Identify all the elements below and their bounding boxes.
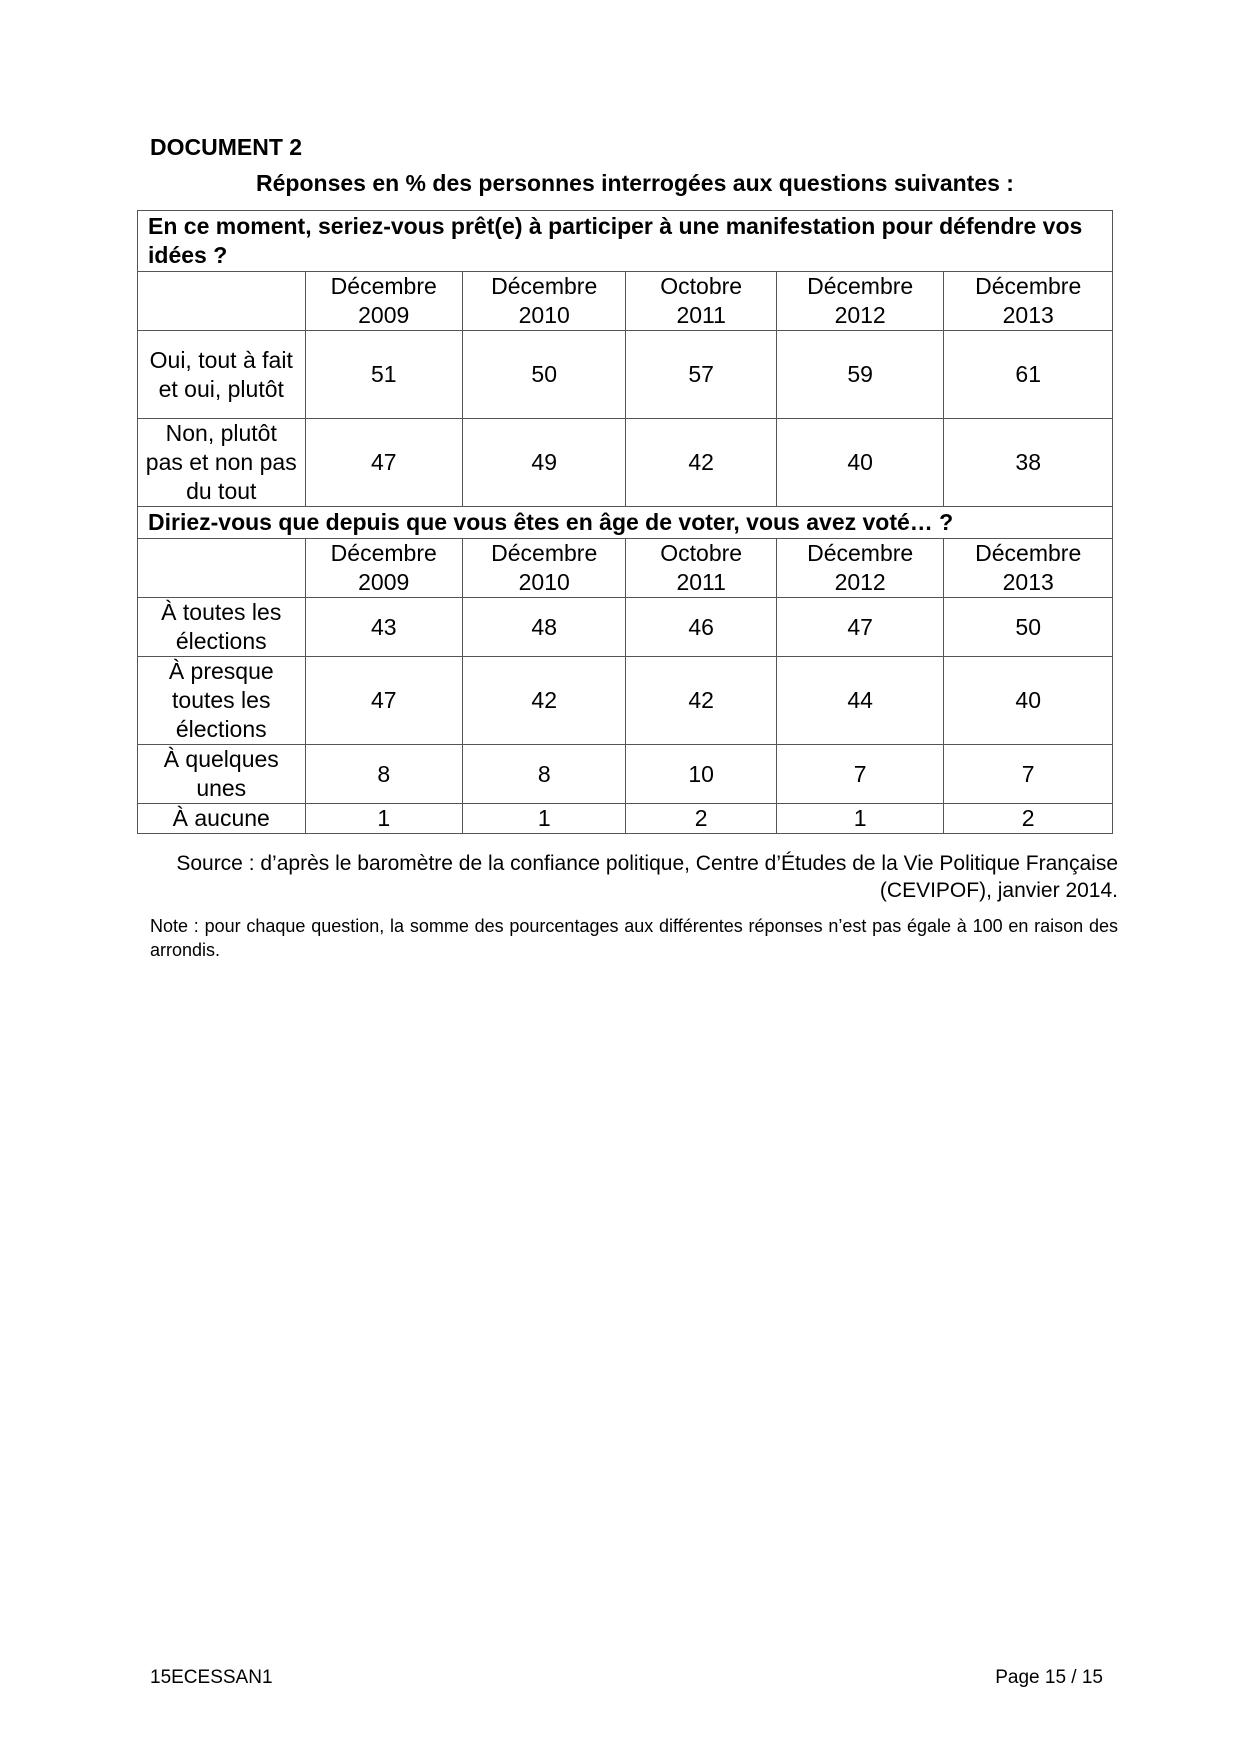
period-header <box>944 539 1113 598</box>
cell-value: 48 <box>462 598 625 657</box>
period-header <box>776 539 944 598</box>
table-row <box>138 419 1113 507</box>
cell-value: 57 <box>626 331 776 419</box>
cell-value: 10 <box>626 745 776 804</box>
period-header <box>944 272 1113 331</box>
period-header <box>462 539 625 598</box>
table-row <box>138 657 1113 745</box>
period-header <box>626 539 776 598</box>
table-row <box>138 331 1113 419</box>
source-citation: Source : d’après le baromètre de la confiance politique, Centre d’Études de la Vie Politique Française (CEVIPOF), janvier 2014. <box>176 852 1118 902</box>
cell-value: 50 <box>462 331 625 419</box>
cell-value: 49 <box>462 419 625 507</box>
row-label: À toutes les élections <box>138 598 306 657</box>
cell-value: 42 <box>462 657 625 745</box>
cell-value: 8 <box>462 745 625 804</box>
period-month: Décembre <box>330 540 437 566</box>
header-empty-cell <box>138 539 306 598</box>
table-row <box>138 745 1113 804</box>
row-label: À presque toutes les élections <box>138 657 306 745</box>
period-header <box>305 272 462 331</box>
period-header <box>462 272 625 331</box>
question-row <box>138 507 1113 539</box>
period-year: 2011 <box>676 569 726 595</box>
cell-value: 47 <box>305 419 462 507</box>
period-header <box>776 272 944 331</box>
cell-value: 61 <box>944 331 1113 419</box>
question-1-text: En ce moment, seriez-vous prêt(e) à participer à une manifestation pour défendre vos idées ? <box>138 211 1113 272</box>
note-text: Note : pour chaque question, la somme des pourcentages aux différentes réponses n’est pas égale à 100 en raison des arrondis. <box>150 916 1118 960</box>
period-year: 2010 <box>518 302 570 328</box>
document-title: Réponses en % des personnes interrogées aux questions suivantes : <box>256 170 1014 196</box>
period-year: 2013 <box>1002 569 1054 595</box>
cell-value: 1 <box>776 804 944 834</box>
cell-value: 1 <box>462 804 625 834</box>
period-year: 2012 <box>834 569 886 595</box>
period-month: Décembre <box>330 273 437 299</box>
period-header-row <box>138 272 1113 331</box>
period-header <box>305 539 462 598</box>
table-row <box>138 804 1113 834</box>
cell-value: 2 <box>944 804 1113 834</box>
cell-value: 2 <box>626 804 776 834</box>
cell-value: 43 <box>305 598 462 657</box>
period-year: 2012 <box>834 302 886 328</box>
period-month: Décembre <box>975 273 1082 299</box>
survey-table <box>137 210 1113 834</box>
period-year: 2009 <box>358 569 410 595</box>
period-month: Octobre <box>660 273 743 299</box>
cell-value: 42 <box>626 419 776 507</box>
question-row <box>138 211 1113 272</box>
cell-value: 8 <box>305 745 462 804</box>
cell-value: 7 <box>776 745 944 804</box>
cell-value: 7 <box>944 745 1113 804</box>
period-month: Décembre <box>491 540 598 566</box>
cell-value: 42 <box>626 657 776 745</box>
period-month: Octobre <box>660 540 743 566</box>
row-label: Oui, tout à fait et oui, plutôt <box>138 331 306 419</box>
cell-value: 46 <box>626 598 776 657</box>
row-label: Non, plutôt pas et non pas du tout <box>138 419 306 507</box>
period-month: Décembre <box>975 540 1082 566</box>
period-header <box>626 272 776 331</box>
period-year: 2009 <box>358 302 410 328</box>
cell-value: 59 <box>776 331 944 419</box>
cell-value: 50 <box>944 598 1113 657</box>
row-label: À quelques unes <box>138 745 306 804</box>
period-month: Décembre <box>807 273 914 299</box>
cell-value: 44 <box>776 657 944 745</box>
cell-value: 51 <box>305 331 462 419</box>
footer-document-code: 15ECESSAN1 <box>150 1667 273 1688</box>
period-year: 2013 <box>1002 302 1054 328</box>
period-month: Décembre <box>491 273 598 299</box>
cell-value: 47 <box>776 598 944 657</box>
footer-page-number: Page 15 / 15 <box>995 1667 1103 1688</box>
cell-value: 1 <box>305 804 462 834</box>
table-row <box>138 598 1113 657</box>
header-empty-cell <box>138 272 306 331</box>
cell-value: 38 <box>944 419 1113 507</box>
question-2-text: Diriez-vous que depuis que vous êtes en âge de voter, vous avez voté… ? <box>138 507 1113 539</box>
cell-value: 40 <box>944 657 1113 745</box>
period-header-row <box>138 539 1113 598</box>
period-year: 2011 <box>676 302 726 328</box>
period-year: 2010 <box>518 569 570 595</box>
row-label: À aucune <box>138 804 306 834</box>
period-month: Décembre <box>807 540 914 566</box>
cell-value: 40 <box>776 419 944 507</box>
document-label: DOCUMENT 2 <box>150 134 303 160</box>
cell-value: 47 <box>305 657 462 745</box>
